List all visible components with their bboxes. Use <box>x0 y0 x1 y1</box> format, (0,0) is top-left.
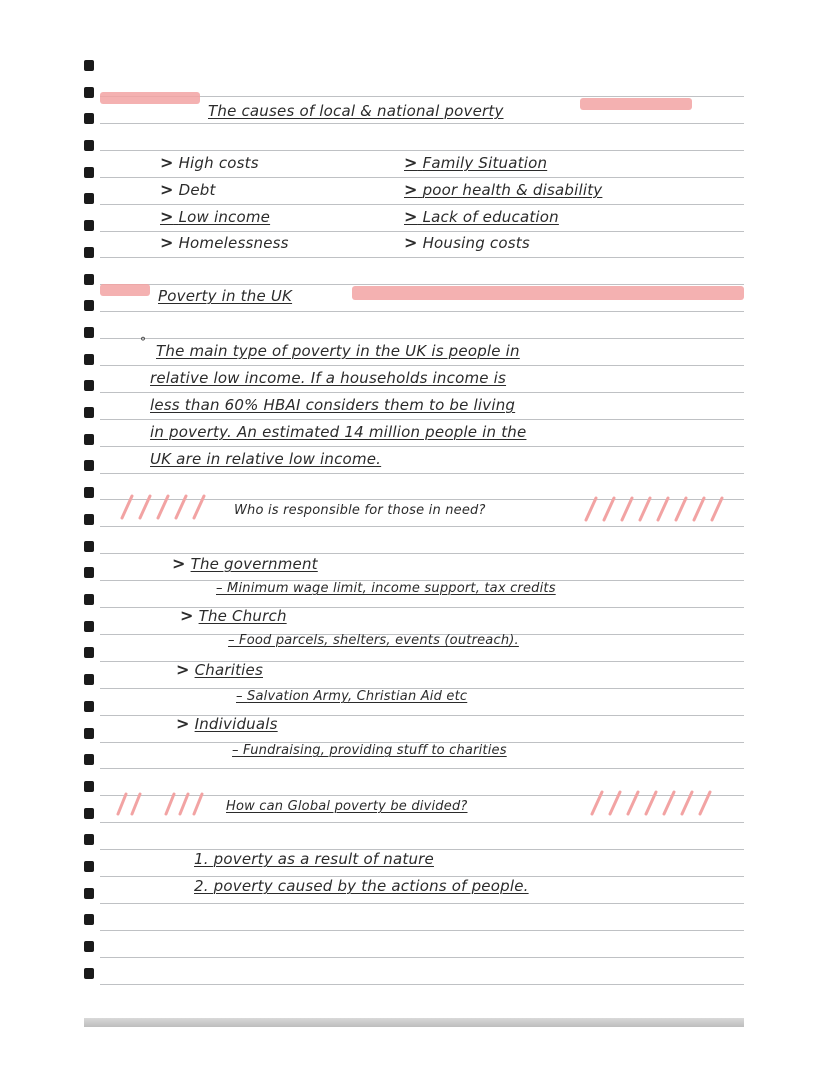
highlight-mark <box>352 286 744 300</box>
arrow-icon: > <box>160 153 174 172</box>
paragraph-line: less than 60% HBAI considers them to be living <box>150 396 516 414</box>
spiral-ring <box>84 434 94 445</box>
highlight-mark <box>100 284 150 296</box>
highlight-slashes <box>108 492 218 522</box>
paragraph-line: UK are in relative low income. <box>150 450 382 468</box>
highlight-mark <box>100 92 200 104</box>
ruled-line <box>100 553 744 554</box>
spiral-ring <box>84 380 94 391</box>
spiral-ring <box>84 861 94 872</box>
spiral-ring <box>84 167 94 178</box>
spiral-ring <box>84 354 94 365</box>
section-heading-causes: The causes of local & national poverty <box>208 102 504 120</box>
responsible-group: > Individuals <box>176 714 278 733</box>
ruled-line <box>100 957 744 958</box>
cause-item: > poor health & disability <box>404 180 603 199</box>
cause-item: > Homelessness <box>160 233 289 252</box>
ruled-line <box>100 177 744 178</box>
division-item: 1. poverty as a result of nature <box>194 850 434 868</box>
spiral-ring <box>84 941 94 952</box>
spiral-ring <box>84 514 94 525</box>
arrow-icon: > <box>404 153 418 172</box>
ruled-line <box>100 903 744 904</box>
section-heading-uk-poverty: Poverty in the UK <box>158 287 293 305</box>
spiral-ring <box>84 274 94 285</box>
ruled-line <box>100 150 744 151</box>
group-detail: – Salvation Army, Christian Aid etc <box>236 689 468 704</box>
spiral-ring <box>84 460 94 471</box>
spiral-ring <box>84 647 94 658</box>
cause-item: > Housing costs <box>404 233 530 252</box>
group-detail: – Minimum wage limit, income support, tax credits <box>216 581 556 596</box>
ruled-line <box>100 768 744 769</box>
bullet-dot: ° <box>140 335 147 349</box>
spiral-ring <box>84 220 94 231</box>
ruled-line <box>100 526 744 527</box>
spiral-ring <box>84 300 94 311</box>
highlight-slashes <box>584 788 724 818</box>
arrow-icon: > <box>160 180 174 199</box>
spiral-ring <box>84 193 94 204</box>
arrow-icon: > <box>404 180 418 199</box>
arrow-icon: > <box>176 714 190 733</box>
spiral-ring <box>84 781 94 792</box>
arrow-icon: > <box>180 606 194 625</box>
paragraph-line: relative low income. If a households income is <box>150 369 507 387</box>
highlight-mark <box>580 98 692 110</box>
section-heading-global-poverty: How can Global poverty be divided? <box>226 799 468 814</box>
ruled-line <box>100 123 744 124</box>
arrow-icon: > <box>404 207 418 226</box>
ruled-line <box>100 822 744 823</box>
ruled-line <box>100 257 744 258</box>
spiral-ring <box>84 808 94 819</box>
ruled-line <box>100 392 744 393</box>
spiral-ring <box>84 701 94 712</box>
spiral-ring <box>84 621 94 632</box>
cause-item: > Debt <box>160 180 216 199</box>
page-edge-shadow <box>84 1018 744 1027</box>
ruled-line <box>100 930 744 931</box>
spiral-ring <box>84 407 94 418</box>
arrow-icon: > <box>160 207 174 226</box>
ruled-line <box>100 419 744 420</box>
cause-item: > Lack of education <box>404 207 559 226</box>
spiral-ring <box>84 247 94 258</box>
spiral-ring <box>84 728 94 739</box>
spiral-ring <box>84 60 94 71</box>
ruled-line <box>100 338 744 339</box>
spiral-ring <box>84 914 94 925</box>
cause-item: > High costs <box>160 153 259 172</box>
cause-item: > Low income <box>160 207 271 226</box>
spiral-ring <box>84 834 94 845</box>
ruled-line <box>100 311 744 312</box>
highlight-slashes <box>578 494 728 524</box>
arrow-icon: > <box>172 554 186 573</box>
spiral-ring <box>84 888 94 899</box>
responsible-group: > The government <box>172 554 318 573</box>
spiral-ring <box>84 674 94 685</box>
highlight-slashes <box>112 788 212 818</box>
ruled-line <box>100 446 744 447</box>
ruled-line <box>100 231 744 232</box>
spiral-ring <box>84 113 94 124</box>
spiral-ring <box>84 87 94 98</box>
paragraph-line: in poverty. An estimated 14 million people in the <box>150 423 527 441</box>
ruled-line <box>100 473 744 474</box>
ruled-line <box>100 984 744 985</box>
group-detail: – Food parcels, shelters, events (outreach). <box>228 633 519 648</box>
spiral-ring <box>84 594 94 605</box>
spiral-ring <box>84 140 94 151</box>
arrow-icon: > <box>176 660 190 679</box>
responsible-group: > Charities <box>176 660 263 679</box>
arrow-icon: > <box>404 233 418 252</box>
group-detail: – Fundraising, providing stuff to charities <box>232 743 507 758</box>
division-item: 2. poverty caused by the actions of people. <box>194 877 529 895</box>
paragraph-line: The main type of poverty in the UK is people in <box>156 342 520 360</box>
ruled-line <box>100 284 744 285</box>
spiral-ring <box>84 327 94 338</box>
ruled-line <box>100 365 744 366</box>
spiral-ring <box>84 541 94 552</box>
spiral-ring <box>84 567 94 578</box>
spiral-ring <box>84 487 94 498</box>
section-heading-responsibility: Who is responsible for those in need? <box>234 503 486 518</box>
spiral-ring <box>84 968 94 979</box>
spiral-ring <box>84 754 94 765</box>
cause-item: > Family Situation <box>404 153 548 172</box>
ruled-line <box>100 204 744 205</box>
responsible-group: > The Church <box>180 606 287 625</box>
arrow-icon: > <box>160 233 174 252</box>
